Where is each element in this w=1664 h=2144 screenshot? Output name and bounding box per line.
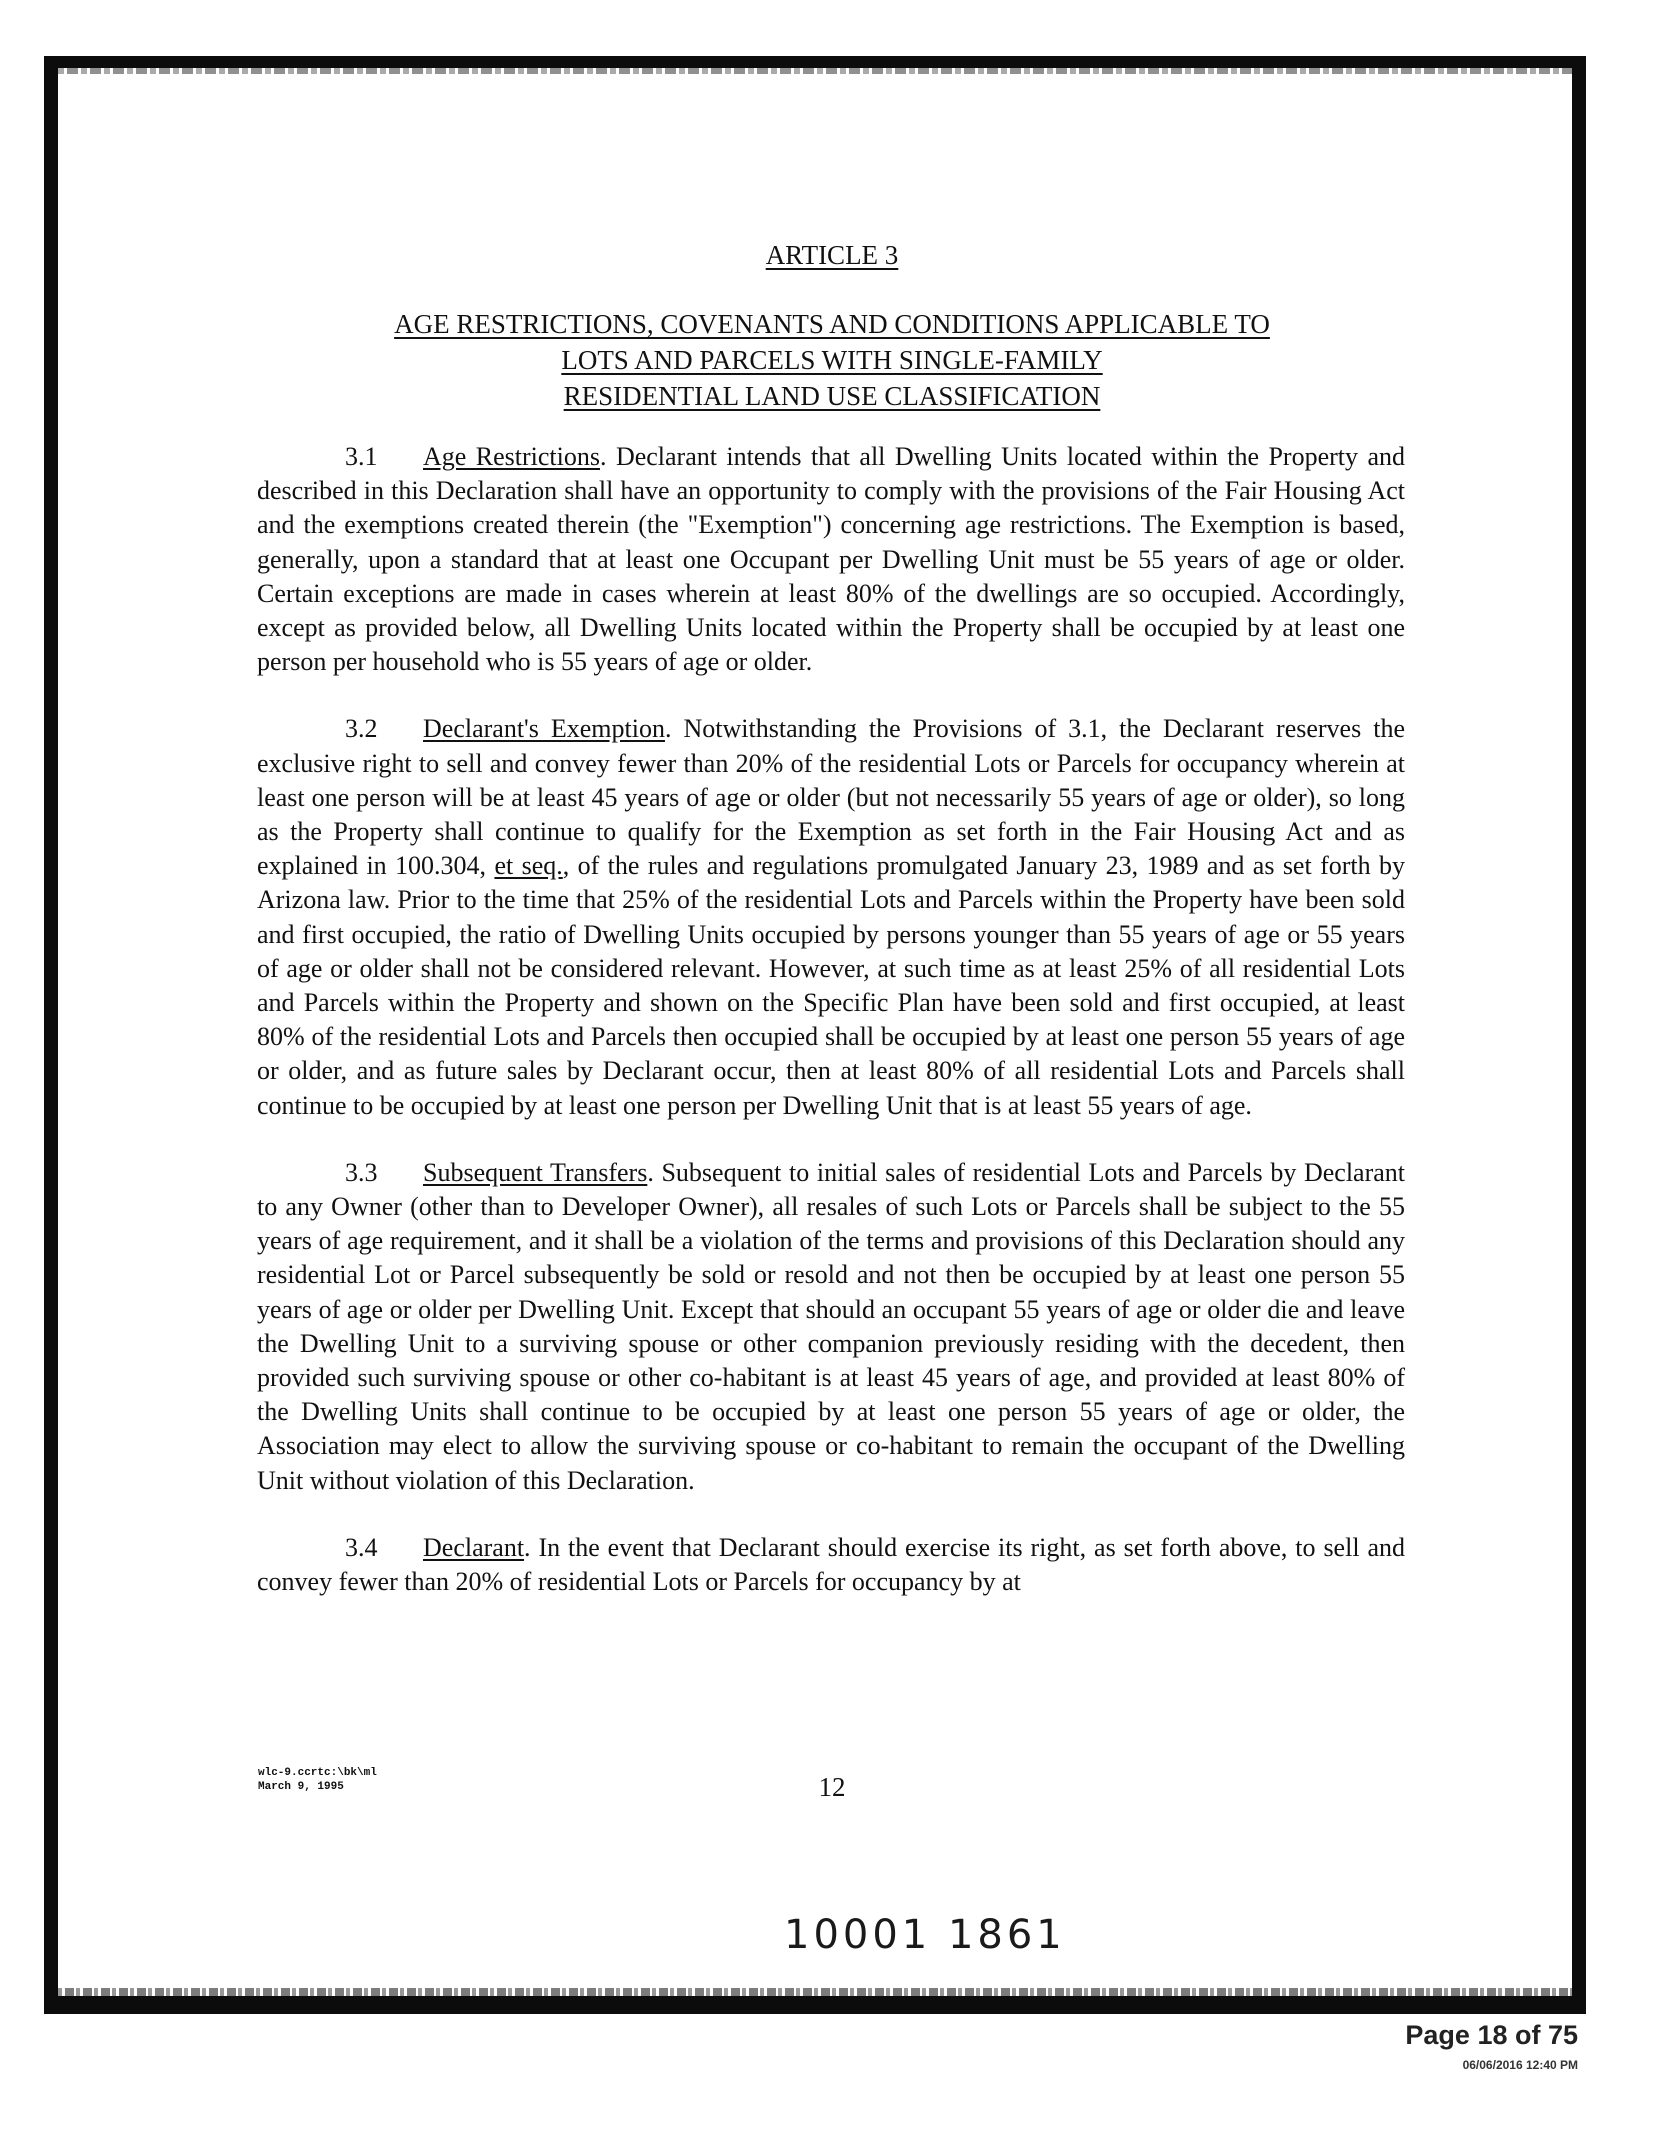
document-body xyxy=(257,440,1405,1632)
viewer-timestamp: 06/06/2016 12:40 PM xyxy=(1462,2058,1578,2072)
section-3-1: 3.1 Age Restrictions. Declarant intends that all Dwelling Units located within the Property and described in this Declaration shall have an opportunity to comply with the provisions of the Fair Housing Act and the exemptions created therein (the "Exemption") concerning age restrictions. The Exemption is based, generally, upon a standard that at least one Occupant per Dwelling Unit must be 55 years of age or older. Certain exceptions are made in cases wherein at least 80% of the dwellings are so occupied. Accordingly, except as provided below, all Dwelling Units located within the Property shall be occupied by at least one person per household who is 55 years of age or older. xyxy=(257,442,1406,677)
section-number: 3.4 xyxy=(345,1532,378,1562)
section-text: Subsequent to initial sales of residential Lots and Parcels by Declarant to any Owner (other than to Developer Owner), all resales of such Lots or Parcels shall be subject to the 55 years of age requirement, and it shall be a violation of the terms and provisions of this Declaration should any residential Lot or Parcel subsequently be sold or resold and not then be occupied by at least one person 55 years of age or older per Dwelling Unit. Except that should an occupant 55 years of age or older die and leave the Dwelling Unit to a surviving spouse or other companion previously residing with the decedent, then provided such surviving spouse or other co-habitant is at least 45 years of age, and provided at least 80% of the Dwelling Units shall continue to be occupied by at least one person 55 years of age or older, the Association may elect to allow the surviving spouse or co-habitant to remain the occupant of the Dwelling Unit without violation of this Declaration. xyxy=(257,1157,1405,1495)
title-line-1: AGE RESTRICTIONS, COVENANTS AND CONDITIONS APPLICABLE TO xyxy=(394,309,1270,339)
section-number: 3.2 xyxy=(345,714,378,744)
recording-stamp: 10001 1861 xyxy=(784,1912,1066,1958)
section-heading: Declarant's Exemption xyxy=(423,714,665,744)
article-title xyxy=(0,306,1664,414)
section-text-continued: , of the rules and regulations promulgated January 23, 1989 and as set forth by Arizona law. Prior to the time that 25% of the residential Lots and Parcels within the Property have been sold and first occupied, the ratio of Dwelling Units occupied by persons younger than 55 years of age or 55 years of age or older shall not be considered relevant. However, at such time as at least 25% of all residential Lots and Parcels within the Property and shown on the Specific Plan have been sold and first occupied, at least 80% of the residential Lots and Parcels then occupied shall be occupied by at least one person 55 years of age or older, and as future sales by Declarant occur, then at least 80% of all residential Lots and Parcels shall continue to be occupied by at least one person per Dwelling Unit that is at least 55 years of age. xyxy=(257,851,1406,1120)
page-number: 12 xyxy=(818,1772,846,1802)
document-footer-code xyxy=(258,1766,377,1794)
title-line-3: RESIDENTIAL LAND USE CLASSIFICATION xyxy=(563,381,1101,411)
footer-file-code: wlc-9.ccrtc:\bk\ml xyxy=(258,1767,377,1779)
section-3-2: 3.2 Declarant's Exemption. Notwithstanding the Provisions of 3.1, the Declarant reserves the exclusive right to sell and convey fewer than 20% of the residential Lots or Parcels for occupancy wherein at least one person will be at least 45 years of age or older (but not necessarily 55 years of age or older), so long as the Property shall continue to qualify for the Exemption as set forth in the Fair Housing Act and as explained in 100.304, et seq., of the rules and regulations promulgated January 23, 1989 and as set forth by Arizona law. Prior to the time that 25% of the residential Lots and Parcels within the Property have been sold and first occupied, the ratio of Dwelling Units occupied by persons younger than 55 years of age or 55 years of age or older shall not be considered relevant. However, at such time as at least 25% of all residential Lots and Parcels within the Property and shown on the Specific Plan have been sold and first occupied, at least 80% of the residential Lots and Parcels then occupied shall be occupied by at least one person 55 years of age or older, and as future sales by Declarant occur, then at least 80% of all residential Lots and Parcels shall continue to be occupied by at least one person per Dwelling Unit that is at least 55 years of age. xyxy=(257,714,1406,1120)
section-text: In the event that Declarant should exercise its right, as set forth above, to sell and convey fewer than 20% of residential Lots or Parcels for occupancy by at xyxy=(257,1532,1405,1597)
section-3-3: 3.3 Subsequent Transfers. Subsequent to initial sales of residential Lots and Parcels by Declarant to any Owner (other than to Developer Owner), all resales of such Lots or Parcels shall be subject to the 55 years of age requirement, and it shall be a violation of the terms and provisions of this Declaration should any residential Lot or Parcel subsequently be sold or resold and not then be occupied by at least one person 55 years of age or older per Dwelling Unit. Except that should an occupant 55 years of age or older die and leave the Dwelling Unit to a surviving spouse or other companion previously residing with the decedent, then provided such surviving spouse or other co-habitant is at least 45 years of age, and provided at least 80% of the Dwelling Units shall continue to be occupied by at least one person 55 years of age or older, the Association may elect to allow the surviving spouse or co-habitant to remain the occupant of the Dwelling Unit without violation of this Declaration. xyxy=(257,1157,1405,1495)
section-text: Notwithstanding the Provisions of 3.1, the Declarant reserves the exclusive right to sell and convey fewer than 20% of the residential Lots or Parcels for occupancy wherein at least one person will be at least 45 years of age or older (but not necessarily 55 years of age or older), so long as the Property shall continue to qualify for the Exemption as set forth in the Fair Housing Act and as explained in 100.304, xyxy=(257,714,1406,881)
section-number: 3.1 xyxy=(345,442,378,471)
section-number: 3.3 xyxy=(345,1157,378,1187)
viewer-page-indicator: Page 18 of 75 xyxy=(1405,2020,1578,2050)
section-emphasis: et seq. xyxy=(494,851,563,881)
section-heading: Age Restrictions xyxy=(423,442,600,471)
section-heading: Subsequent Transfers xyxy=(423,1157,648,1187)
section-text: Declarant intends that all Dwelling Units located within the Property and described in this Declaration shall have an opportunity to comply with the provisions of the Fair Housing Act and the exemptions created therein (the "Exemption") concerning age restrictions. The Exemption is based, generally, upon a standard that at least one Occupant per Dwelling Unit must be 55 years of age or older. Certain exceptions are made in cases wherein at least 80% of the dwellings are so occupied. Accordingly, except as provided below, all Dwelling Units located within the Property shall be occupied by at least one person per household who is 55 years of age or older. xyxy=(257,442,1406,677)
article-heading: ARTICLE 3 xyxy=(765,240,899,270)
section-heading: Declarant xyxy=(423,1532,525,1562)
footer-date: March 9, 1995 xyxy=(258,1781,344,1793)
title-line-2: LOTS AND PARCELS WITH SINGLE-FAMILY xyxy=(561,345,1103,375)
section-3-4: 3.4 Declarant. In the event that Declarant should exercise its right, as set forth above, to sell and convey fewer than 20% of residential Lots or Parcels for occupancy by at xyxy=(257,1532,1405,1597)
